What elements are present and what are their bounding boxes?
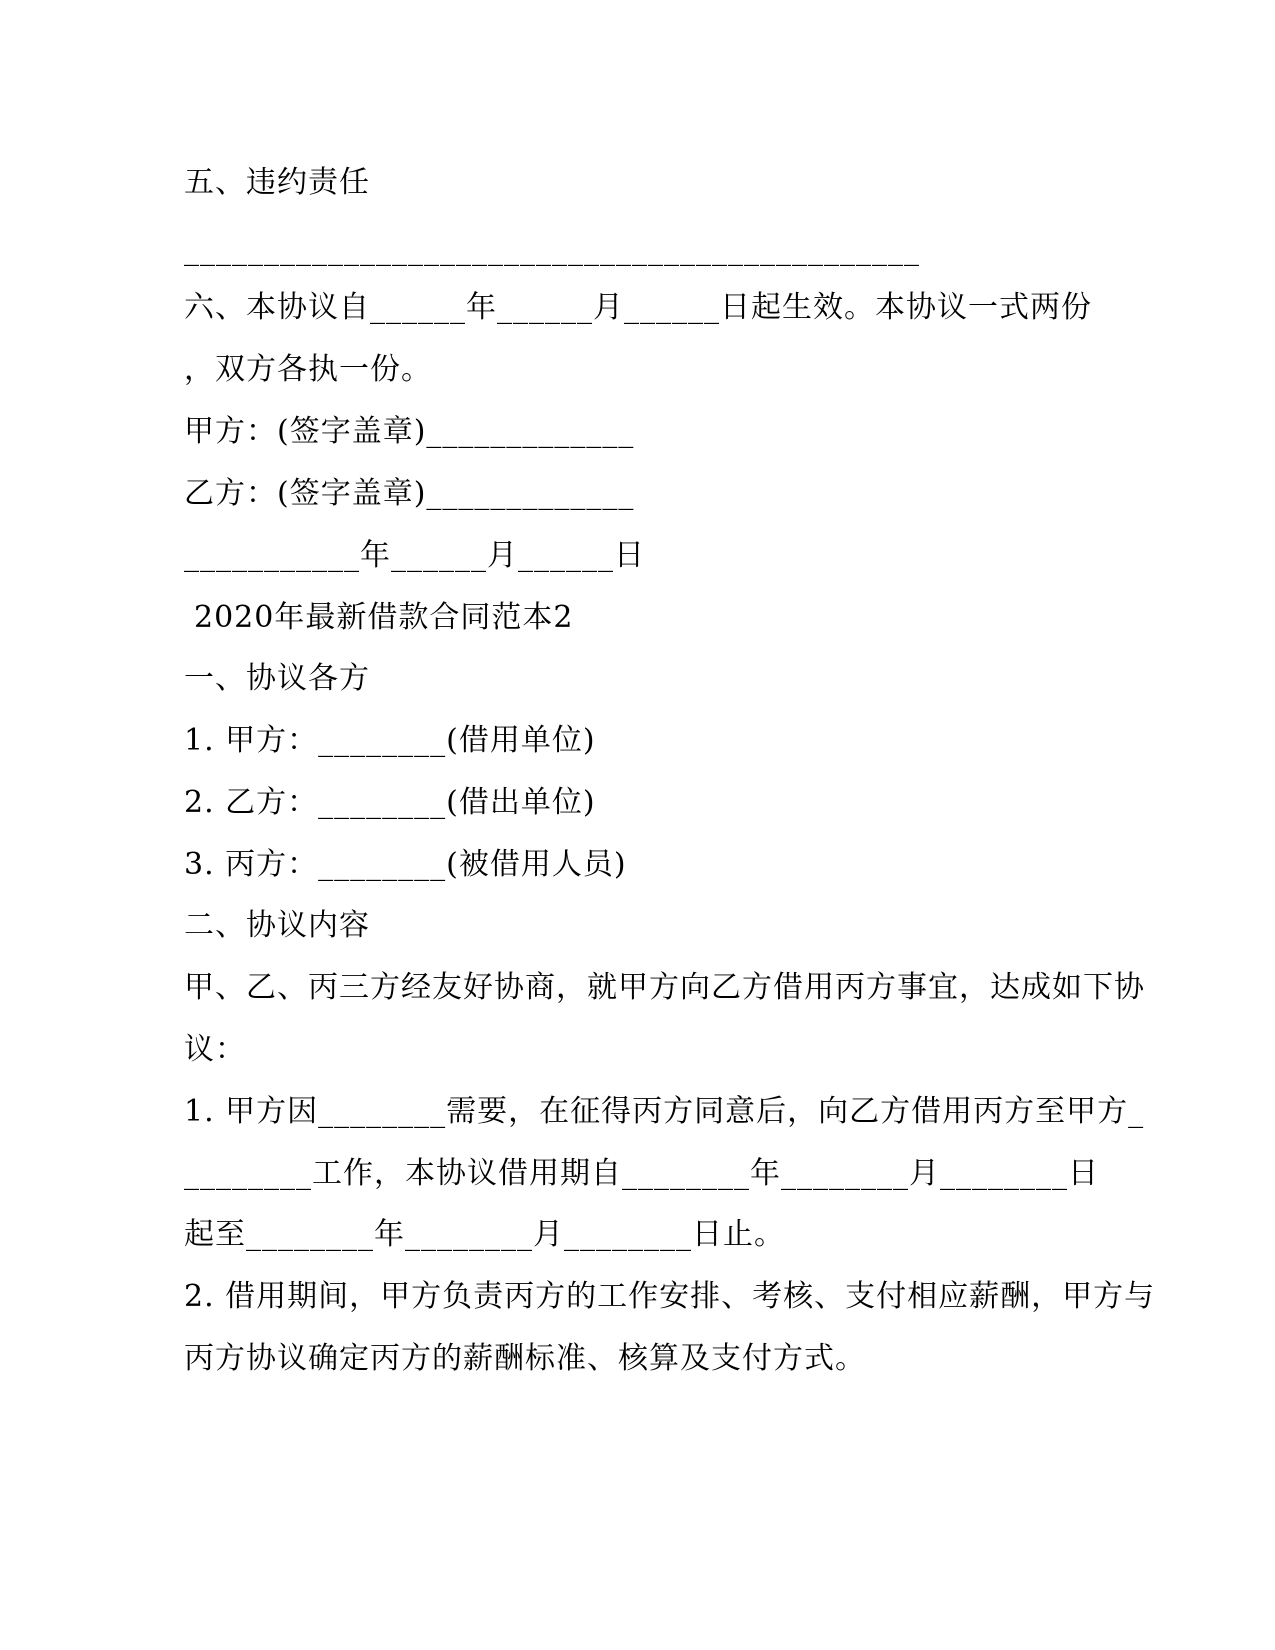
agreement-intro: 甲、乙、丙三方经友好协商，就甲方向乙方借用丙方事宜，达成如下协: [184, 970, 1145, 1005]
clause-two: 2. 借用期间，甲方负责丙方的工作安排、考核、支付相应薪酬，甲方与: [184, 1279, 1156, 1314]
party-b-signature: 乙方：(签字盖章)_____________: [184, 476, 635, 511]
section-six-paragraph: 六、本协议自______年______月______日起生效。本协议一式两份: [184, 290, 1092, 325]
contract-title: 2020年最新借款合同范本2: [194, 600, 574, 635]
signature-date: ___________年______月______日: [184, 538, 645, 573]
party-b-item: 2. 乙方：________(借出单位): [184, 785, 596, 820]
party-c-item: 3. 丙方：________(被借用人员): [184, 847, 627, 882]
clause-one-end: 起至________年________月________日止。: [184, 1217, 785, 1252]
blank-fill-line: ______________________________________________: [184, 232, 920, 267]
party-a-signature: 甲方：(签字盖章)_____________: [184, 414, 635, 449]
section-five-heading: 五、违约责任: [184, 165, 370, 200]
clause-one-cont: ________工作，本协议借用期自________年________月________日: [184, 1156, 1099, 1191]
agreement-intro-cont: 议：: [184, 1032, 246, 1067]
section-six-paragraph-cont: ，双方各执一份。: [184, 352, 432, 387]
party-a-item: 1. 甲方：________(借用单位): [184, 723, 596, 758]
clause-two-cont: 丙方协议确定丙方的薪酬标准、核算及支付方式。: [184, 1341, 866, 1376]
section-two-heading: 二、协议内容: [184, 908, 370, 943]
section-one-heading: 一、协议各方: [184, 661, 370, 696]
clause-one: 1. 甲方因________需要，在征得丙方同意后，向乙方借用丙方至甲方_: [184, 1094, 1145, 1129]
